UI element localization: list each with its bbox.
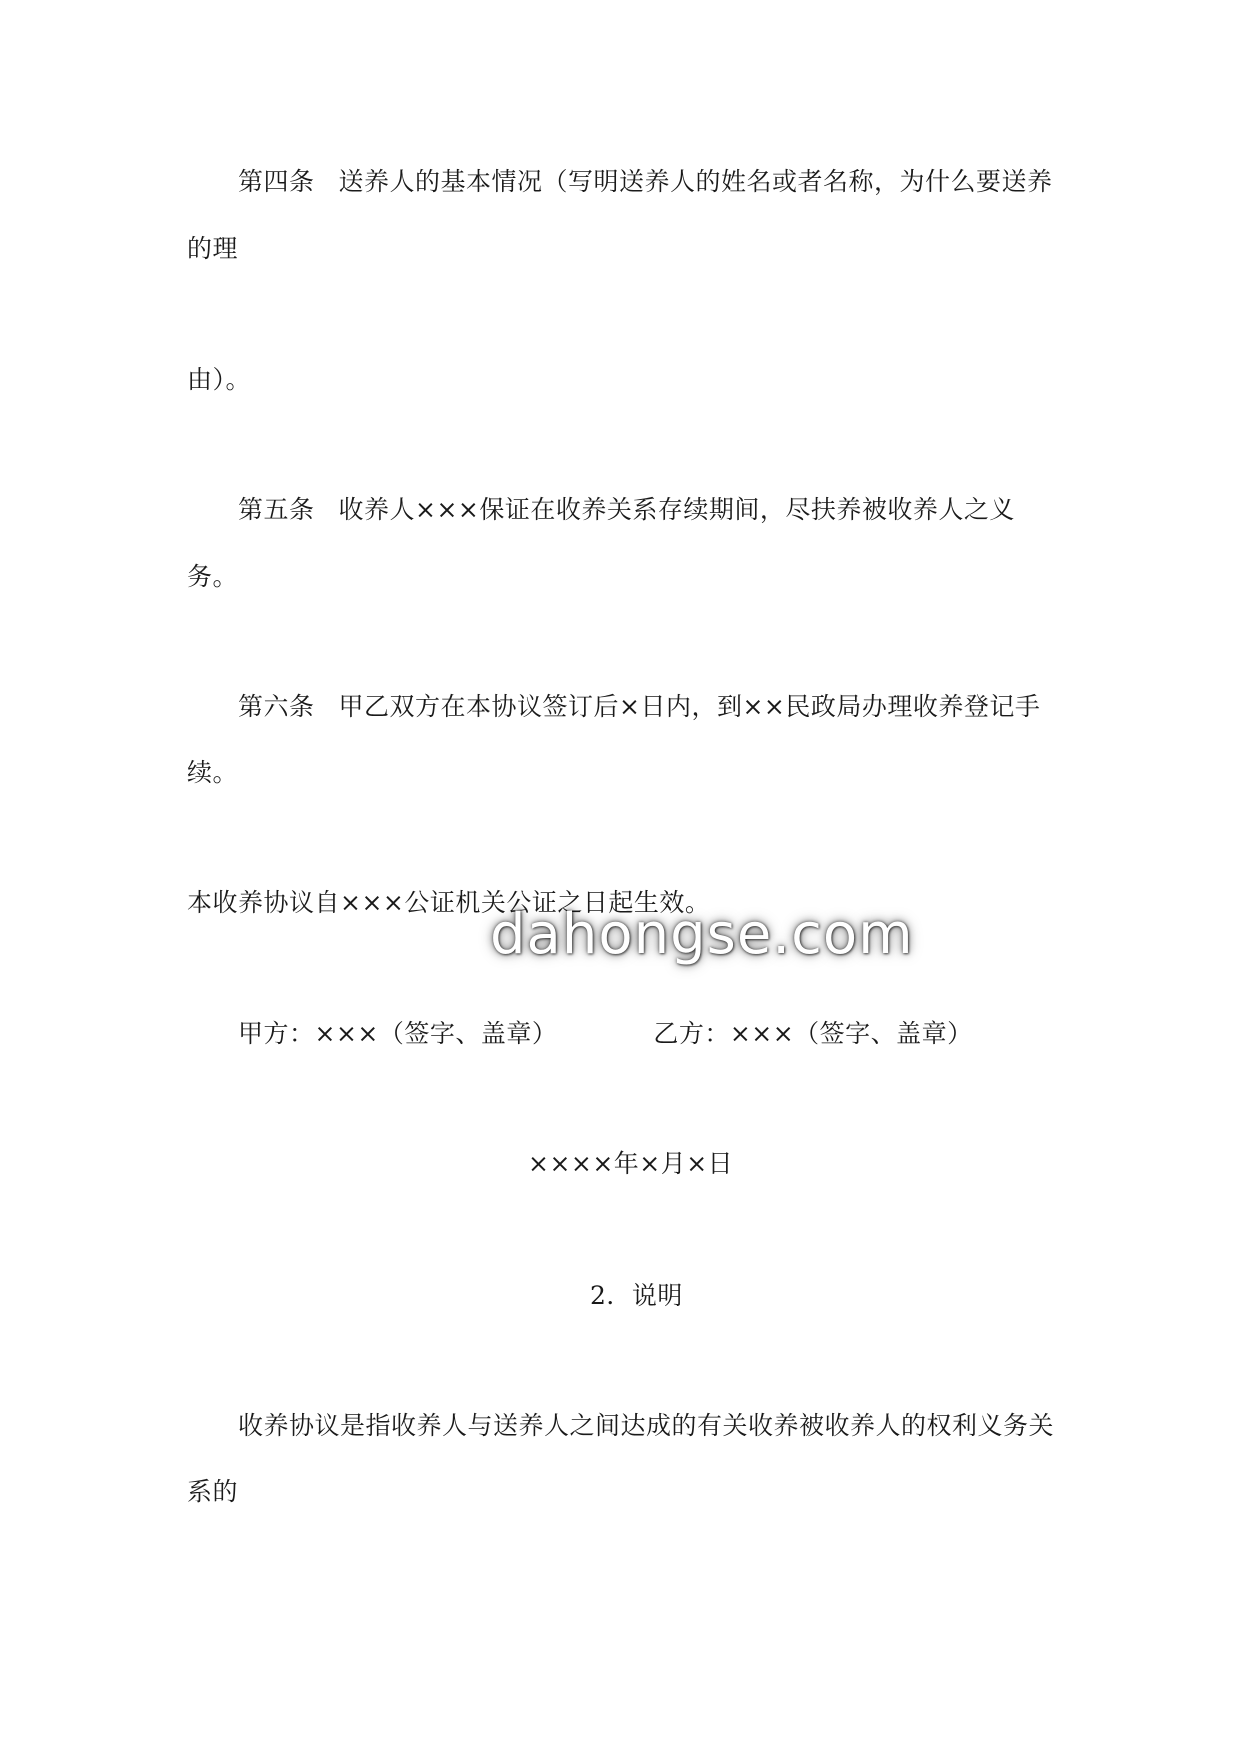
article-6-line-2: 续。: [187, 758, 239, 787]
watermark: dahongse.com: [490, 902, 914, 967]
article-4-heading: 第四条: [238, 167, 315, 196]
signing-date: ××××年×月×日: [528, 1149, 734, 1178]
article-4-line-1: [238, 166, 1053, 198]
effective-clause: 本收养协议自×××公证机关公证之日起生效。: [187, 888, 711, 917]
article-4-text: 送养人的基本情况（写明送养人的姓名或者名称，为什么要送养: [338, 167, 1053, 196]
signature-row: [238, 1018, 973, 1050]
party-b-signature: 乙方：×××（签字、盖章）: [653, 1019, 973, 1048]
article-5-heading: 第五条: [238, 495, 315, 524]
party-a-signature: 甲方：×××（签字、盖章）: [238, 1019, 558, 1048]
article-6-text: 甲乙双方在本协议签订后×日内，到××民政局办理收养登记手: [338, 692, 1041, 721]
article-4-line-2: 的理: [187, 234, 239, 263]
article-5-line-1: [238, 494, 1015, 526]
section-title: 2．说明: [590, 1281, 683, 1310]
explanation-line-2: 系的: [187, 1477, 239, 1506]
article-6-heading: 第六条: [238, 692, 315, 721]
explanation-line-1: 收养协议是指收养人与送养人之间达成的有关收养被收养人的权利义务关: [238, 1411, 1055, 1440]
article-4-line-3: 由）。: [187, 365, 252, 394]
article-6-line-1: [238, 691, 1040, 723]
article-5-line-2: 务。: [187, 562, 239, 591]
article-5-text: 收养人×××保证在收养关系存续期间，尽扶养被收养人之义: [338, 495, 1015, 524]
